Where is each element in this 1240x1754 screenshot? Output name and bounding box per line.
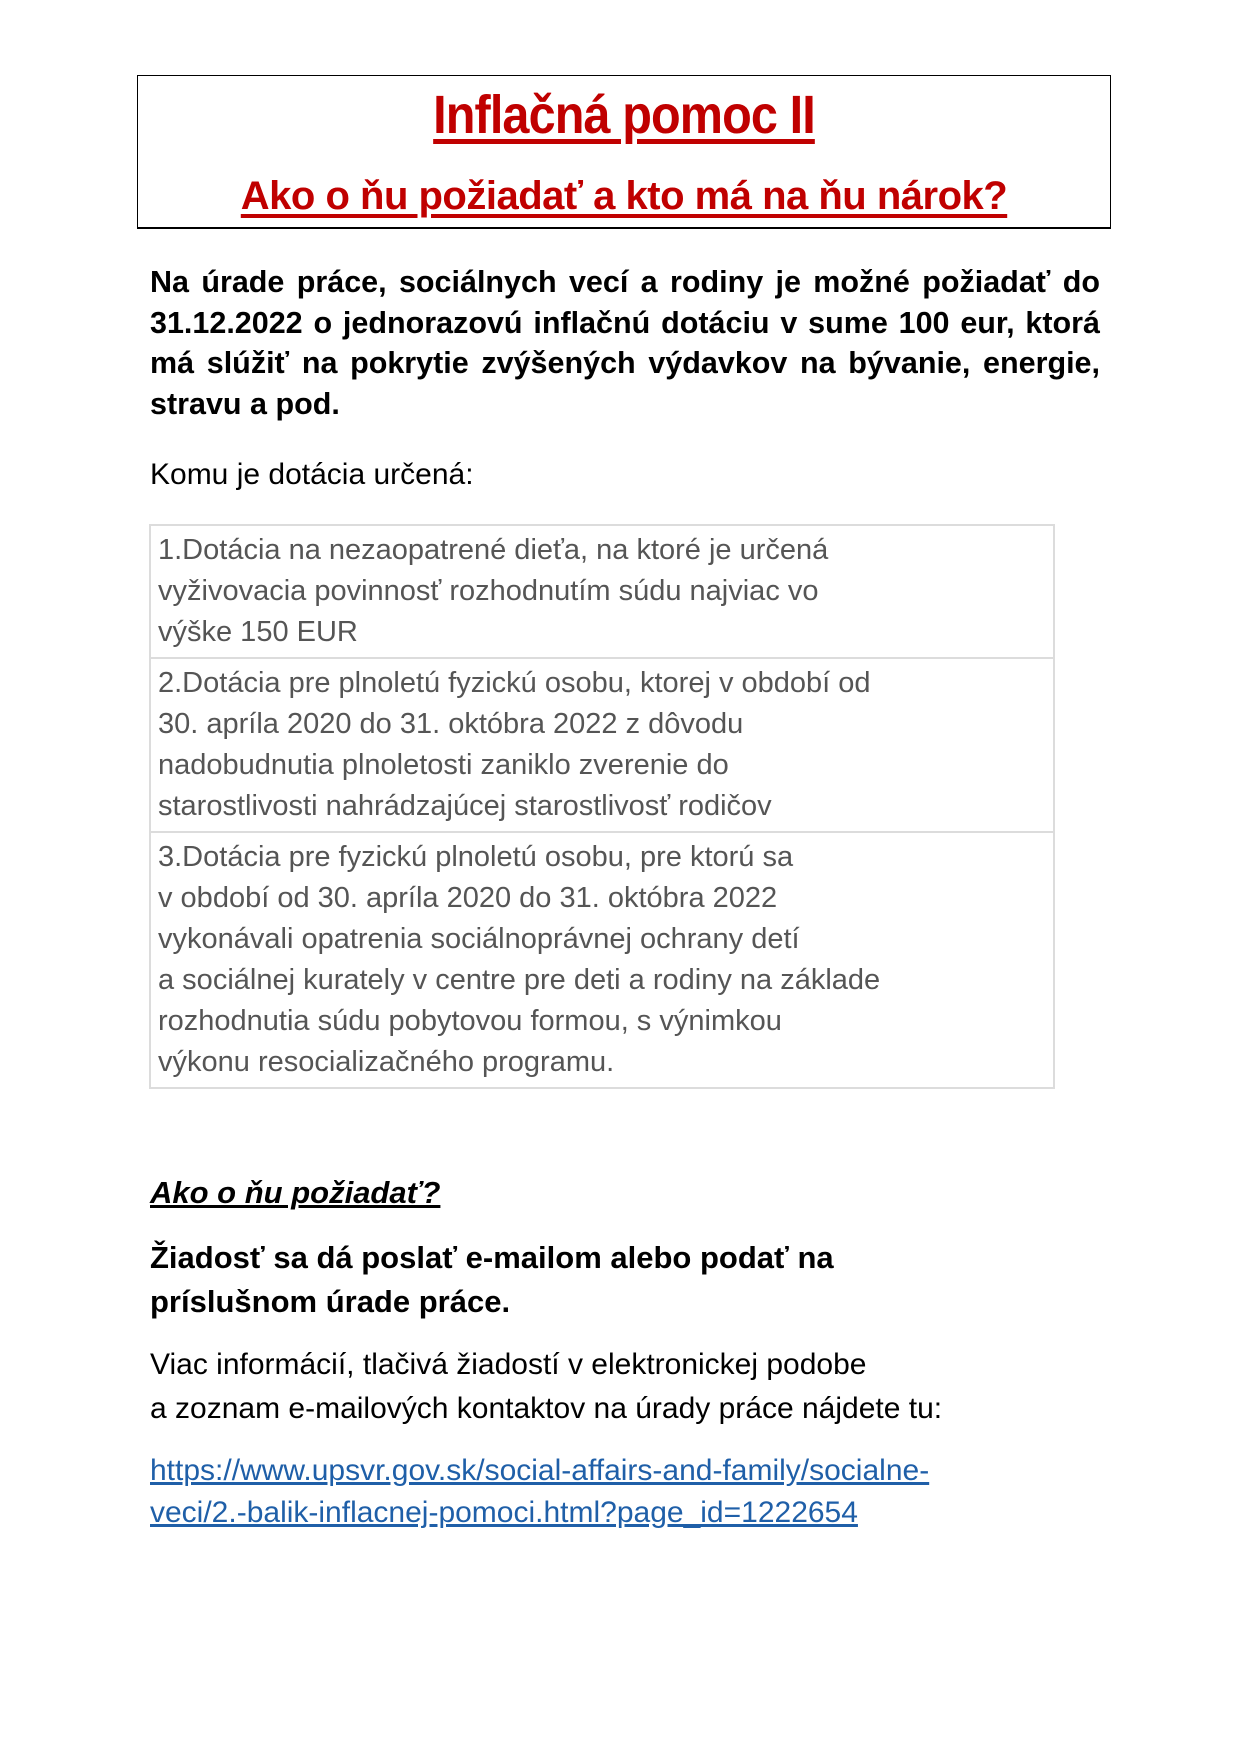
row-line: 2.Dotácia pre plnoletú fyzickú osobu, ktorej v období od <box>158 667 871 699</box>
row-line: výkonu resocializačného programu. <box>158 1046 615 1078</box>
eligibility-row <box>151 657 1053 831</box>
row-line: rozhodnutia súdu pobytovou formou, s výnimkou <box>158 1005 782 1037</box>
link-line[interactable]: https://www.upsvr.gov.sk/social-affairs-and-family/socialne- <box>150 1454 930 1487</box>
row-line: starostlivosti nahrádzajúcej starostlivosť rodičov <box>158 790 772 822</box>
row-line: nadobudnutia plnoletosti zaniklo zverenie do <box>158 749 729 781</box>
row-line: 1.Dotácia na nezaopatrené dieťa, na ktoré je určená <box>158 534 829 566</box>
row-line: vyživovacia povinnosť rozhodnutím súdu najviac vo <box>158 575 819 607</box>
info-link[interactable] <box>150 1450 1110 1534</box>
row-line: 3.Dotácia pre fyzickú plnoletú osobu, pre ktorú sa <box>158 841 794 873</box>
link-line[interactable]: veci/2.-balik-inflacnej-pomoci.html?page_id=1222654 <box>150 1496 858 1529</box>
bold-line: príslušnom úrade práce. <box>150 1284 511 1319</box>
intro-paragraph: Na úrade práce, sociálnych vecí a rodiny je možné požiadať do 31.12.2022 o jednorazovú inflačnú dotáciu v sume 100 eur, ktorá má slúžiť na pokrytie zvýšených výdavkov na bývanie, energie, stravu a pod. <box>150 265 1100 421</box>
eligibility-row <box>151 526 1053 657</box>
info-line: Viac informácií, tlačivá žiadostí v elektronickej podobe <box>150 1348 867 1381</box>
more-info-text <box>150 1343 1110 1431</box>
bold-line: Žiadosť sa dá poslať e-mailom alebo podať na <box>150 1240 834 1275</box>
eligibility-label: Komu je dotácia určená: <box>150 458 474 491</box>
info-line: a zoznam e-mailových kontaktov na úrady práce nájdete tu: <box>150 1392 943 1425</box>
eligibility-row <box>151 831 1053 1087</box>
row-line: vykonávali opatrenia sociálnoprávnej ochrany detí <box>158 923 800 955</box>
how-to-apply-heading: Ako o ňu požiadať? <box>150 1175 441 1210</box>
row-line: a sociálnej kurately v centre pre deti a rodiny na základe <box>158 964 881 996</box>
page-subtitle: Ako o ňu požiadať a kto má na ňu nárok? <box>240 174 1008 218</box>
page-title: Inflačná pomoc II <box>433 85 815 145</box>
row-line: 30. apríla 2020 do 31. októbra 2022 z dôvodu <box>158 708 744 740</box>
row-line: v období od 30. apríla 2020 do 31. októbra 2022 <box>158 882 778 914</box>
row-line: výške 150 EUR <box>158 616 358 648</box>
header-box <box>137 75 1111 229</box>
how-to-apply-bold <box>150 1236 1090 1324</box>
eligibility-table <box>149 524 1055 1089</box>
